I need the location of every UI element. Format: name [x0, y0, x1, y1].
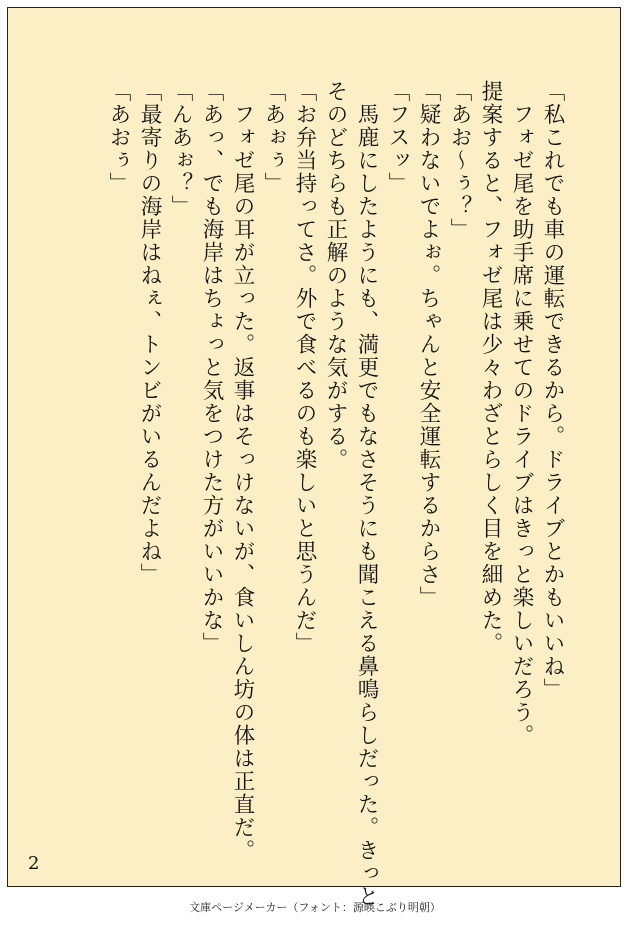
text-line: 「私これでも車の運転できるから。ドライブとかもいいね」	[540, 80, 565, 701]
generator-caption: 文庫ページメーカー（フォント：源暎こぶり明朝）	[189, 901, 441, 914]
text-line: 「お弁当持ってさ。外で食べるのも楽しいと思うんだ」	[292, 80, 317, 655]
text-line: 「あお〜ぅ？」	[447, 80, 472, 241]
text-line: 「んあぉ？」	[168, 80, 193, 218]
text-line: そのどちらも正解のような気がする。	[323, 80, 348, 471]
text-line: 「フスッ」	[385, 80, 410, 195]
text-line: フォゼ尾の耳が立った。返事はそっけないが、食いしん坊の体は正直だ。	[230, 80, 255, 862]
text-line: 「あぉぅ」	[261, 80, 286, 195]
text-line: 馬鹿にしたようにも、満更でもなさそうにも聞こえる鼻鳴らしだった。きっと	[354, 80, 379, 908]
text-line: フォゼ尾を助手席に乗せてのドライブはきっと楽しいだろう。	[509, 80, 534, 747]
text-line: 「疑わないでよぉ。ちゃんと安全運転するからさ」	[416, 80, 441, 609]
text-line: 「最寄りの海岸はねぇ、トンビがいるんだよね」	[137, 80, 162, 586]
text-line: 「あっ、でも海岸はちょっと気をつけた方がいいかな」	[199, 80, 224, 655]
text-line: 「あおぅ」	[106, 80, 131, 195]
text-line: 提案すると、フォゼ尾は少々わざとらしく目を細めた。	[478, 80, 503, 655]
page-number: 2	[28, 853, 40, 874]
